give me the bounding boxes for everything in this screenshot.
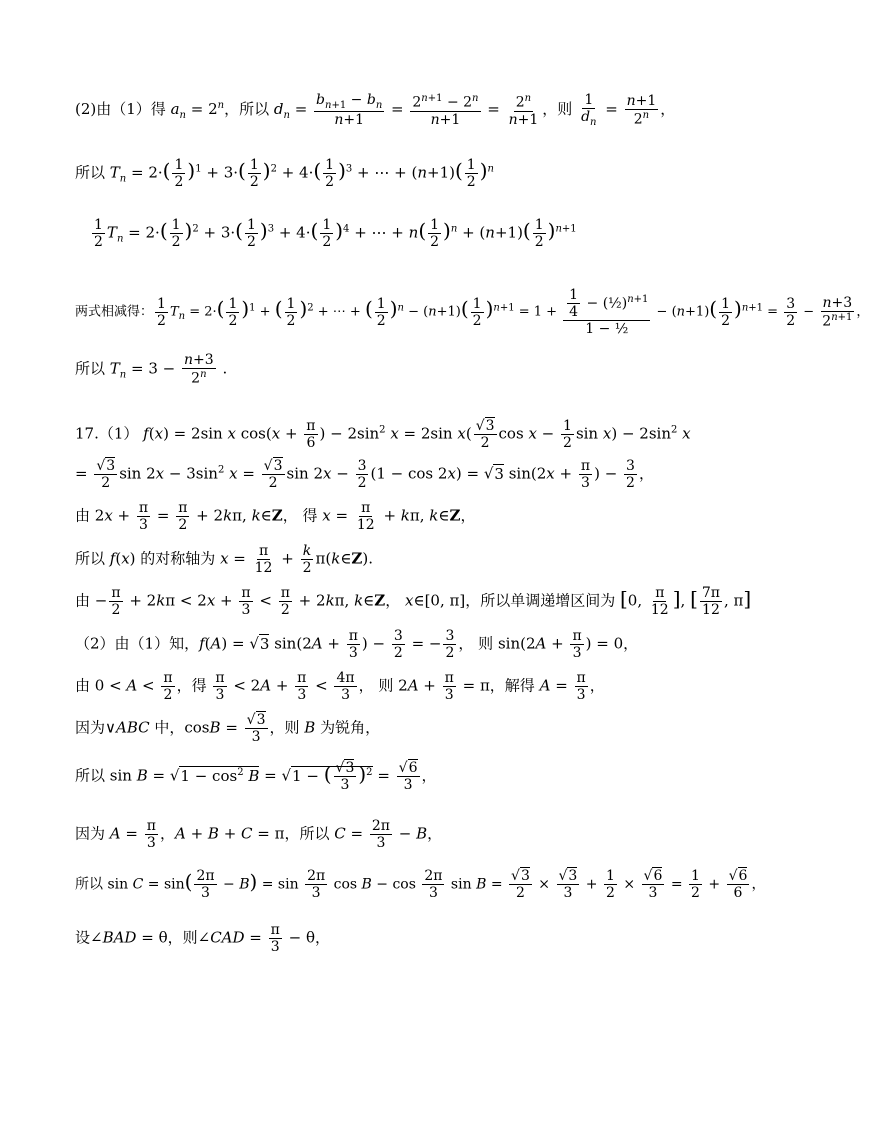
solution-line-1: (2)由（1）得 $a_n = 2^n$，所以 $d_n$ = $\frac{b_{n+1} - b_n}{n+1}$ = $\frac{2^{n+1} - 2^n}{n+1}$ = $\frac{2^n}{n+1}$ ，则 $\frac{1}{d_n}$ = $\frac{n+1}{2^n}$ ， [75, 92, 676, 129]
solution-line-5: 所以 $T_n = 3$ − $\frac{n+3}{2^n}$ . [75, 352, 228, 387]
solution-line-3: $\frac{1}{2}$ $T_n = 2\cdot$( $\frac{1}{2}$ )$^2$ + 3·( $\frac{1}{2}$ )$^3$ + 4·( $\frac{1}{2}$ )$^4$ + ⋯ + n( $\frac{1}{2}$ )$^n$ + (n+1)( $\frac{1}{2}$ )$^{n+1}$ [94, 217, 577, 251]
solution-line-14: 所以 $\sin B = √1 - \cos^2 B = √1$ − ( $\frac{√3}{3}$ )$^2$ = $\frac{√6}{3}$ ， [75, 760, 437, 794]
solution-line-10: 由 − $\frac{\pi}{2}$ + 2kπ < 2x + $\frac{\pi}{3}$ < $\frac{\pi}{2}$ + 2kπ, k∈Z， x∈[0, π]，所以单调递增区间为 [0, $\frac{\pi}{12}$ ], [ $\frac{7\pi}{12}$ , π] [75, 585, 752, 619]
solution-line-16: 所以 sin C = sin( $\frac{2\pi}{3}$ − B) = sin $\frac{2\pi}{3}$ cos B − cos $\frac{2\pi}{3}$ sin B = $\frac{√3}{2}$ × $\frac{√3}{3}$ + $\frac{1}{2}$ × $\frac{√6}{3}$ = $\frac{1}{2}$ + $\frac{√6}{6}$ ， [75, 868, 766, 902]
solution-line-2: 所以 $T_n = 2\cdot$( $\frac{1}{2}$ )$^1$ + 3·( $\frac{1}{2}$ )$^2$ + 4·( $\frac{1}{2}$ )$^3$ + ⋯ + (n+1)( $\frac{1}{2}$ )$^n$ [75, 157, 494, 191]
solution-line-6: 17.（1） f(x) = 2sin x cos(x + $\frac{\pi}{6}$ ) − $2\sin^2$ x = 2sin x( $\frac{√3}{2}$ cos x − $\frac{1}{2}$ $\sin x) - 2\sin^2$ x [75, 418, 691, 452]
solution-line-12: 由 0 < A < $\frac{\pi}{2}$ ，得 $\frac{\pi}{3}$ < 2A + $\frac{\pi}{3}$ < $\frac{4\pi}{3}$ ， 则 2A + $\frac{\pi}{3}$ = π，解得 A = $\frac{\pi}{3}$ ， [75, 670, 605, 704]
solution-line-4: 两式相减得： $\frac{1}{2}$ $T_n = 2\cdot$( $\frac{1}{2}$ )$^1$ + ( $\frac{1}{2}$ )$^2$ + ⋯ + ( $\frac{1}{2}$ )$^n$ − (n+1)( $\frac{1}{2}$ )$^{n+1}$ = 1 + $\frac{1}{4}$ − (½)$^{n+1}$ 1 − ½ − (n+1)( $\frac{1}{2}$ )$^{n+1}$ = $\frac{3}{2}$ − $\frac{n+3}{2^{n+1}}$ ， [75, 287, 869, 338]
solution-line-11: （2）由（1）知，f(A) = √3 sin(2A + $\frac{\pi}{3}$ ) − $\frac{3}{2}$ = − $\frac{3}{2}$ ， 则 sin(2A + $\frac{\pi}{3}$ ) = 0， [75, 628, 639, 662]
solution-line-9: 所以 f(x) 的对称轴为 x = $\frac{\pi}{12}$ + $\frac{k}{2}$ π(k∈Z). [75, 543, 373, 577]
solution-line-7: = $\frac{√3}{2}$ $\sin 2x - 3\sin^2$ x = $\frac{√3}{2}$ sin 2x − $\frac{3}{2}$ (1 − cos 2x) = √3 sin(2x + $\frac{\pi}{3}$ ) − $\frac{3}{2}$ ， [75, 458, 654, 492]
solution-line-8: 由 2x + $\frac{\pi}{3}$ = $\frac{\pi}{2}$ + 2kπ, k∈Z， 得 x = $\frac{\pi}{12}$ + kπ, k∈Z， [75, 500, 476, 534]
solution-line-15: 因为 A = $\frac{\pi}{3}$ ，A + B + C = π，所以 C = $\frac{2\pi}{3}$ − B， [75, 818, 443, 852]
solution-line-17: 设∠BAD = θ，则∠CAD = $\frac{\pi}{3}$ − θ， [75, 922, 330, 956]
solution-line-13: 因为∨ABC 中，cosB = $\frac{√3}{3}$ ，则 B 为锐角， [75, 712, 381, 746]
